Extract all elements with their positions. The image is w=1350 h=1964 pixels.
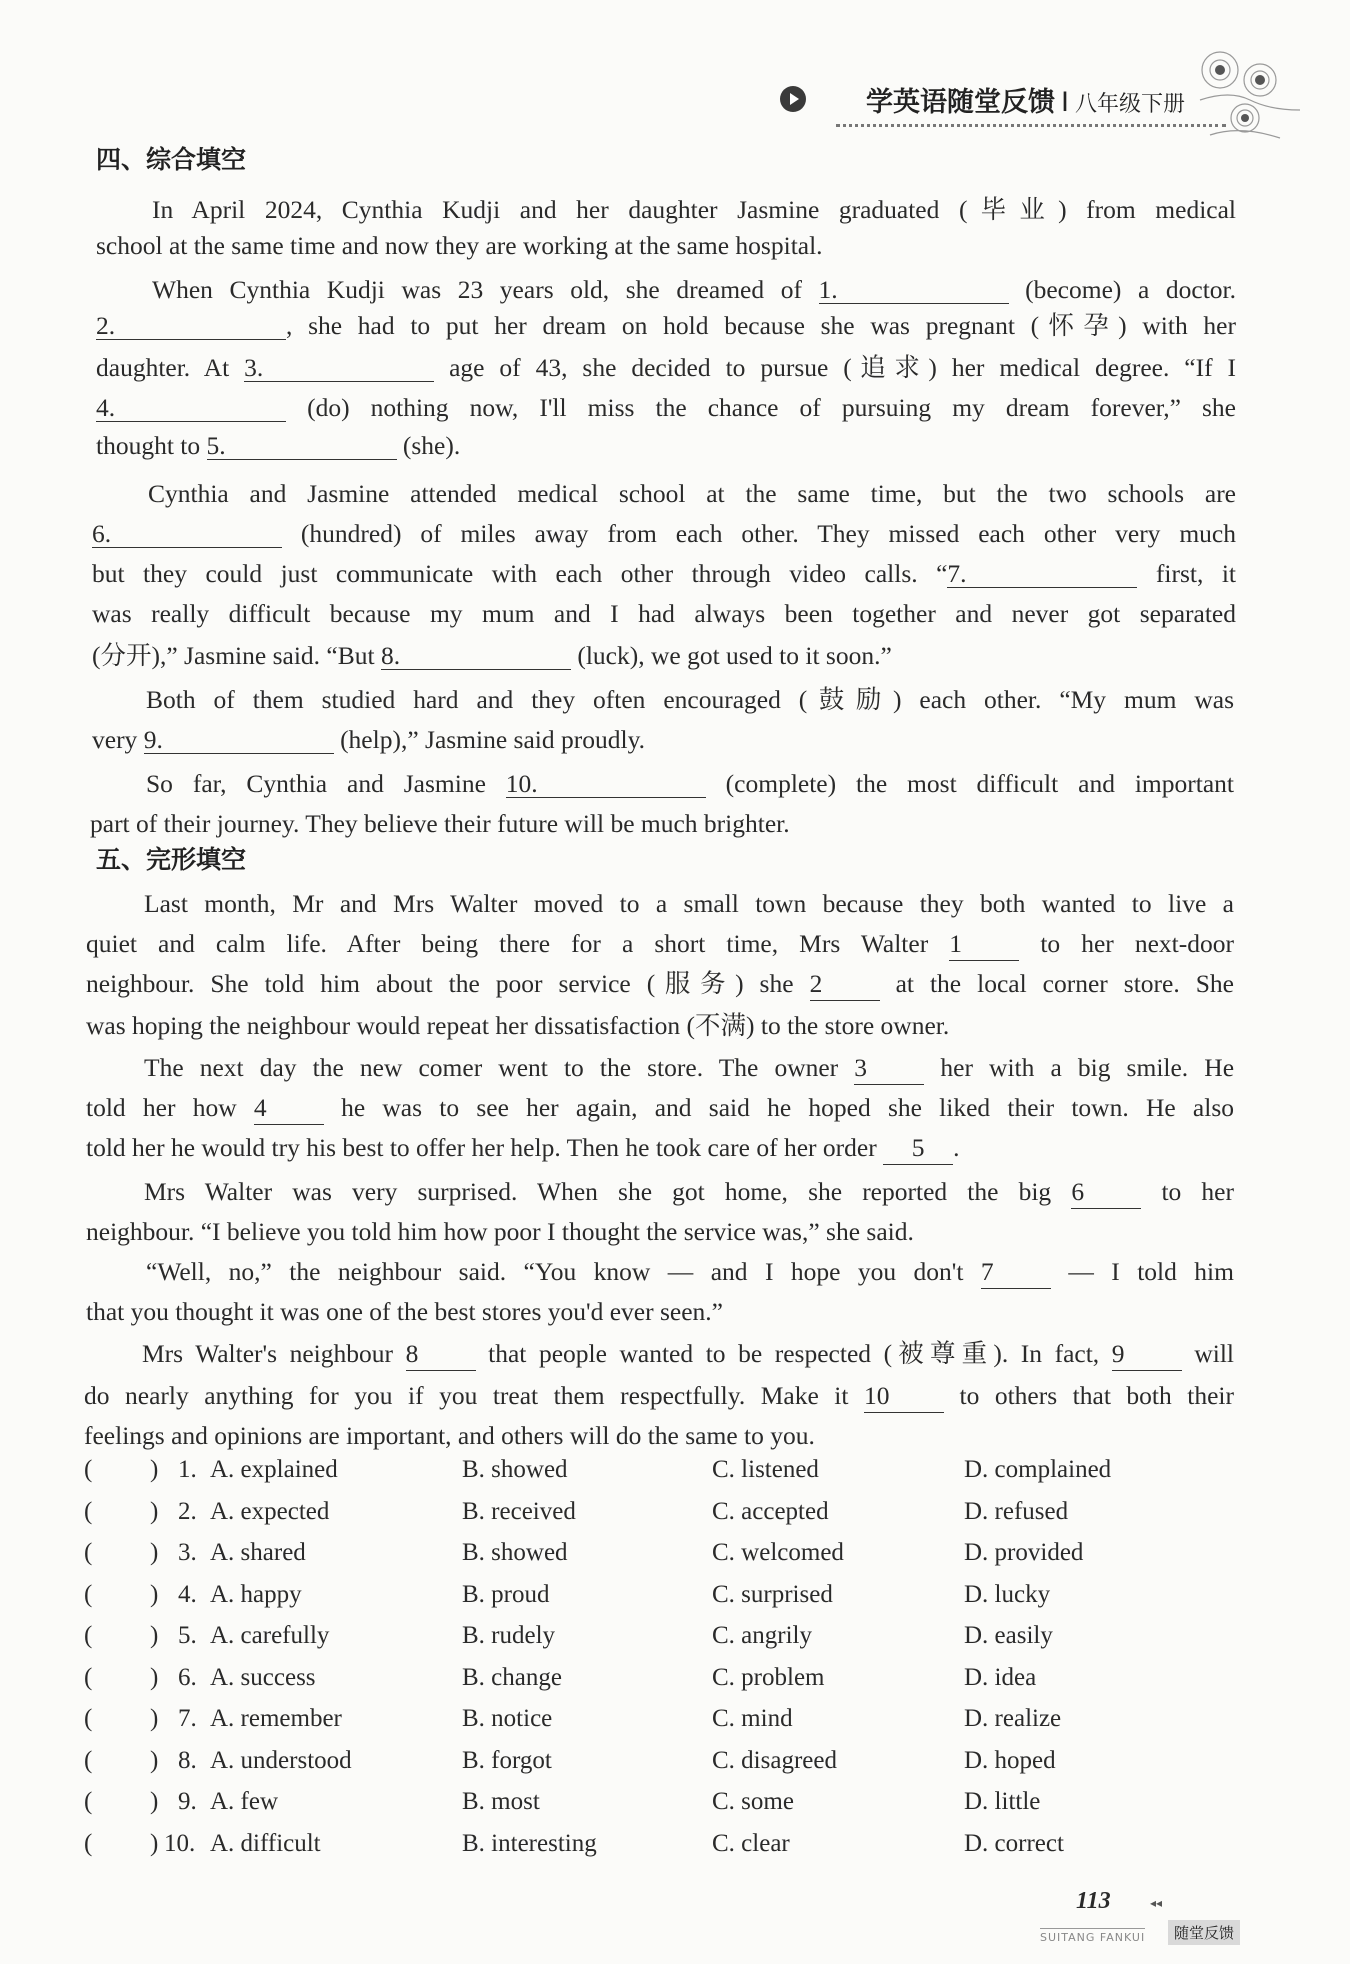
passage-text: age of 43, she decided to pursue (追求) her medical degree. “If I bbox=[434, 353, 1236, 382]
answer-blank[interactable]: 6 bbox=[1071, 1176, 1141, 1209]
passage-text: neighbour. “I believe you told him how poor I thought the service was,” she said. bbox=[86, 1217, 914, 1246]
passage-text: that you thought it was one of the best stores you'd ever seen.” bbox=[86, 1297, 723, 1326]
question-number: 8. bbox=[178, 1746, 197, 1774]
passage-text: told her how bbox=[86, 1093, 254, 1122]
answer-blank[interactable]: 1. bbox=[819, 277, 1009, 304]
answer-paren-open[interactable]: ( bbox=[84, 1788, 93, 1815]
option-d[interactable]: D. complained bbox=[964, 1456, 1112, 1483]
option-row bbox=[84, 1581, 1184, 1619]
passage-text: part of their journey. They believe their future will be much brighter. bbox=[90, 809, 790, 838]
option-d[interactable]: D. realize bbox=[964, 1705, 1062, 1732]
option-row bbox=[84, 1830, 1184, 1868]
answer-paren-open[interactable]: ( bbox=[84, 1829, 93, 1857]
answer-blank[interactable]: 6. bbox=[92, 521, 282, 548]
passage-text: daughter. At bbox=[96, 353, 245, 382]
arrow-icon: ◂◂ bbox=[1150, 1896, 1163, 1910]
answer-paren-open[interactable]: ( bbox=[84, 1456, 93, 1483]
header-title: 学英语随堂反馈 I 八年级下册 bbox=[866, 87, 1185, 118]
section5-line bbox=[86, 968, 1234, 1001]
section4-line bbox=[96, 352, 1236, 384]
passage-text: Mrs Walter's neighbour bbox=[142, 1339, 406, 1368]
option-d[interactable]: D. little bbox=[964, 1788, 1041, 1815]
answer-blank[interactable]: 5. bbox=[207, 433, 397, 460]
passage-text: (become) a doctor. bbox=[1008, 275, 1236, 304]
option-c[interactable]: C. disagreed bbox=[712, 1746, 837, 1774]
option-a[interactable]: A. expected bbox=[210, 1497, 330, 1525]
option-d[interactable]: D. idea bbox=[964, 1663, 1037, 1691]
passage-text: The next day the new comer went to the store. The owner bbox=[144, 1053, 855, 1082]
passage-text: to others that both their bbox=[943, 1381, 1234, 1410]
option-b[interactable]: B. notice bbox=[462, 1705, 553, 1732]
option-row bbox=[84, 1539, 1184, 1577]
passage-text: In April 2024, Cynthia Kudji and her daughter Jasmine graduated (毕业) from medical bbox=[152, 195, 1236, 224]
answer-paren-open[interactable]: ( bbox=[84, 1580, 93, 1608]
answer-paren-open[interactable]: ( bbox=[84, 1539, 93, 1566]
question-number: 6. bbox=[178, 1663, 197, 1691]
answer-blank[interactable]: 7. bbox=[947, 561, 1137, 588]
passage-text: to her next-door bbox=[1019, 929, 1234, 958]
section4-line bbox=[146, 768, 1234, 800]
passage-text: . bbox=[953, 1133, 960, 1162]
passage-text: told her he would try his best to offer her help. Then he took care of her order bbox=[86, 1133, 884, 1162]
play-icon bbox=[780, 86, 806, 112]
section5-line bbox=[86, 1216, 1146, 1248]
answer-blank[interactable]: 3 bbox=[854, 1052, 924, 1085]
passage-text: — I told him bbox=[1050, 1257, 1234, 1286]
answer-paren-open[interactable]: ( bbox=[84, 1663, 93, 1691]
passage-text: When Cynthia Kudji was 23 years old, she dreamed of bbox=[152, 275, 819, 304]
option-b[interactable]: B. interesting bbox=[462, 1829, 597, 1857]
section4-line bbox=[96, 392, 1236, 424]
passage-text: neighbour. She told him about the poor service (服务) she bbox=[86, 969, 810, 998]
answer-paren-close: ) bbox=[150, 1788, 159, 1815]
answer-blank[interactable]: 2 bbox=[810, 968, 880, 1001]
passage-text: will bbox=[1181, 1339, 1234, 1368]
passage-text: school at the same time and now they are working at the same hospital. bbox=[96, 231, 823, 260]
section5-line bbox=[86, 1132, 1146, 1165]
section4-line bbox=[90, 808, 1090, 840]
passage-text: (help),” Jasmine said proudly. bbox=[333, 725, 646, 754]
option-a[interactable]: A. difficult bbox=[210, 1829, 321, 1857]
option-c[interactable]: C. welcomed bbox=[712, 1539, 844, 1566]
option-row bbox=[84, 1498, 1184, 1536]
option-b[interactable]: B. rudely bbox=[462, 1622, 556, 1649]
option-row bbox=[84, 1788, 1184, 1826]
section5-line bbox=[84, 1420, 1144, 1452]
section5-line bbox=[86, 1092, 1234, 1125]
answer-blank[interactable]: 2. bbox=[96, 313, 286, 340]
option-c[interactable]: C. problem bbox=[712, 1663, 825, 1691]
answer-paren-close: ) bbox=[150, 1663, 159, 1691]
answer-blank[interactable]: 8. bbox=[381, 643, 571, 670]
flower-decoration-icon bbox=[1190, 40, 1310, 150]
passage-text: that people wanted to be respected (被尊重). In fact, bbox=[475, 1339, 1112, 1368]
section5-line bbox=[142, 1338, 1234, 1371]
section4-line bbox=[92, 724, 1092, 756]
section-title-5: 五、完形填空 bbox=[96, 845, 247, 874]
question-number: 2. bbox=[178, 1497, 197, 1525]
option-b[interactable]: B. most bbox=[462, 1788, 540, 1815]
option-b[interactable]: B. showed bbox=[462, 1456, 568, 1483]
passage-text: thought to bbox=[96, 431, 207, 460]
answer-paren-open[interactable]: ( bbox=[84, 1746, 93, 1774]
answer-blank[interactable]: 3. bbox=[244, 355, 434, 382]
answer-paren-open[interactable]: ( bbox=[84, 1705, 93, 1732]
passage-text: , she had to put her dream on hold because she was pregnant (怀孕) with her bbox=[286, 311, 1236, 340]
answer-blank[interactable]: 5 bbox=[883, 1132, 953, 1165]
option-row bbox=[84, 1705, 1184, 1743]
section5-line bbox=[84, 1380, 1234, 1413]
section5-line bbox=[144, 1176, 1234, 1209]
section4-line bbox=[92, 558, 1236, 590]
question-number: 7. bbox=[178, 1705, 197, 1732]
answer-blank[interactable]: 9 bbox=[1112, 1338, 1182, 1371]
question-number: 1. bbox=[178, 1456, 197, 1483]
option-a[interactable]: A. shared bbox=[210, 1539, 306, 1566]
answer-paren-close: ) bbox=[150, 1539, 159, 1566]
option-b[interactable]: B. forgot bbox=[462, 1746, 552, 1774]
answer-paren-close: ) bbox=[150, 1829, 159, 1857]
section-title-4: 四、综合填空 bbox=[96, 145, 247, 174]
option-row bbox=[84, 1456, 1184, 1494]
answer-paren-open[interactable]: ( bbox=[84, 1622, 93, 1649]
passage-text: (do) nothing now, I'll miss the chance of pursuing my dream forever,” she bbox=[286, 393, 1236, 422]
section4-line bbox=[152, 274, 1236, 306]
answer-blank[interactable]: 10. bbox=[506, 771, 706, 798]
passage-text: but they could just communicate with each other through video calls. “ bbox=[92, 559, 948, 588]
passage-text: (complete) the most difficult and important bbox=[705, 769, 1234, 798]
passage-text: Last month, Mr and Mrs Walter moved to a small town because they both wanted to live a bbox=[144, 889, 1234, 918]
passage-text: (hundred) of miles away from each other. They missed each other very much bbox=[282, 519, 1236, 548]
section5-line bbox=[86, 1010, 1146, 1042]
answer-blank[interactable]: 9. bbox=[144, 727, 334, 754]
option-c[interactable]: C. clear bbox=[712, 1829, 790, 1857]
option-d[interactable]: D. hoped bbox=[964, 1746, 1056, 1774]
passage-text: Cynthia and Jasmine attended medical school at the same time, but the two schools are bbox=[148, 479, 1236, 508]
answer-paren-open[interactable]: ( bbox=[84, 1497, 93, 1525]
passage-text: at the local corner store. She bbox=[879, 969, 1234, 998]
option-d[interactable]: D. correct bbox=[964, 1829, 1064, 1857]
section4-line bbox=[146, 684, 1234, 716]
section5-line bbox=[144, 1052, 1234, 1085]
section4-line bbox=[96, 310, 1236, 342]
passage-text: do nearly anything for you if you treat them respectfully. Make it bbox=[84, 1381, 864, 1410]
answer-paren-close: ) bbox=[150, 1497, 159, 1525]
passage-text: Both of them studied hard and they often encouraged (鼓励) each other. “My mum was bbox=[146, 685, 1234, 714]
option-b[interactable]: B. change bbox=[462, 1663, 562, 1691]
answer-blank[interactable]: 7 bbox=[981, 1256, 1051, 1289]
passage-text: her with a big smile. He bbox=[924, 1053, 1235, 1082]
option-c[interactable]: C. accepted bbox=[712, 1497, 829, 1525]
option-c[interactable]: C. listened bbox=[712, 1456, 819, 1483]
answer-blank[interactable]: 1 bbox=[949, 928, 1019, 961]
answer-paren-close: ) bbox=[150, 1705, 159, 1732]
question-number: 9. bbox=[178, 1788, 197, 1815]
section4-line bbox=[152, 194, 1236, 226]
passage-text: “Well, no,” the neighbour said. “You know — and I hope you don't bbox=[146, 1257, 981, 1286]
option-a[interactable]: A. understood bbox=[210, 1746, 352, 1774]
option-d[interactable]: D. refused bbox=[964, 1497, 1069, 1525]
section4-line bbox=[92, 640, 1236, 672]
passage-text: quiet and calm life. After being there for a short time, Mrs Walter bbox=[86, 929, 950, 958]
passage-text: he was to see her again, and said he hoped she liked their town. He also bbox=[323, 1093, 1234, 1122]
option-a[interactable]: A. happy bbox=[210, 1580, 302, 1608]
option-c[interactable]: C. some bbox=[712, 1788, 794, 1815]
section4-line bbox=[96, 230, 1096, 262]
section4-line bbox=[92, 598, 1236, 630]
option-c[interactable]: C. mind bbox=[712, 1705, 793, 1732]
option-b[interactable]: B. showed bbox=[462, 1539, 568, 1566]
passage-text: (luck), we got used to it soon.” bbox=[570, 641, 892, 670]
option-b[interactable]: B. received bbox=[462, 1497, 576, 1525]
option-c[interactable]: C. angrily bbox=[712, 1622, 812, 1649]
question-number: 3. bbox=[178, 1539, 197, 1566]
footer-brand-label: 随堂反馈 bbox=[1168, 1920, 1240, 1945]
option-a[interactable]: A. success bbox=[210, 1663, 316, 1691]
option-d[interactable]: D. lucky bbox=[964, 1580, 1051, 1608]
answer-paren-close: ) bbox=[150, 1746, 159, 1774]
option-row bbox=[84, 1664, 1184, 1702]
passage-text: Mrs Walter was very surprised. When she got home, she reported the big bbox=[144, 1177, 1072, 1206]
passage-text: very bbox=[92, 725, 144, 754]
answer-blank[interactable]: 8 bbox=[406, 1338, 476, 1371]
passage-text: (分开),” Jasmine said. “But bbox=[92, 641, 381, 670]
option-d[interactable]: D. provided bbox=[964, 1539, 1084, 1566]
answer-blank[interactable]: 10 bbox=[864, 1380, 944, 1413]
footer-brand bbox=[1040, 1920, 1250, 1944]
passage-text: feelings and opinions are important, and others will do the same to you. bbox=[84, 1421, 815, 1450]
option-d[interactable]: D. easily bbox=[964, 1622, 1053, 1649]
answer-blank[interactable]: 4 bbox=[254, 1092, 324, 1125]
option-a[interactable]: A. few bbox=[210, 1788, 279, 1815]
question-number: 4. bbox=[178, 1580, 197, 1608]
passage-text: was hoping the neighbour would repeat her dissatisfaction (不满) to the store owner. bbox=[86, 1011, 950, 1040]
passage-text: first, it bbox=[1137, 559, 1236, 588]
option-b[interactable]: B. proud bbox=[462, 1580, 550, 1608]
passage-text: (she). bbox=[396, 431, 461, 460]
section4-line bbox=[92, 518, 1236, 550]
passage-text: So far, Cynthia and Jasmine bbox=[146, 769, 506, 798]
option-a[interactable]: A. carefully bbox=[210, 1622, 330, 1649]
section5-line bbox=[86, 928, 1234, 961]
answer-paren-close: ) bbox=[150, 1622, 159, 1649]
answer-paren-close: ) bbox=[150, 1580, 159, 1608]
question-number: 10. bbox=[164, 1829, 196, 1857]
page-number: 113 bbox=[1076, 1888, 1111, 1914]
question-number: 5. bbox=[178, 1622, 197, 1649]
footer-brand-pinyin: SUITANG FANKUI bbox=[1040, 1928, 1145, 1944]
section4-line bbox=[148, 478, 1236, 510]
passage-text: was really difficult because my mum and I had always been together and never got separated bbox=[92, 599, 1236, 628]
option-row bbox=[84, 1747, 1184, 1785]
section4-line bbox=[96, 430, 896, 462]
answer-blank[interactable]: 4. bbox=[96, 395, 286, 422]
option-c[interactable]: C. surprised bbox=[712, 1580, 833, 1608]
answer-paren-close: ) bbox=[150, 1456, 159, 1483]
section5-line bbox=[86, 1296, 1146, 1328]
option-a[interactable]: A. remember bbox=[210, 1705, 342, 1732]
section5-line bbox=[144, 888, 1234, 920]
section5-line bbox=[146, 1256, 1234, 1289]
option-row bbox=[84, 1622, 1184, 1660]
header-dotted-rule bbox=[836, 124, 1226, 127]
passage-text: to her bbox=[1141, 1177, 1234, 1206]
option-a[interactable]: A. explained bbox=[210, 1456, 338, 1483]
